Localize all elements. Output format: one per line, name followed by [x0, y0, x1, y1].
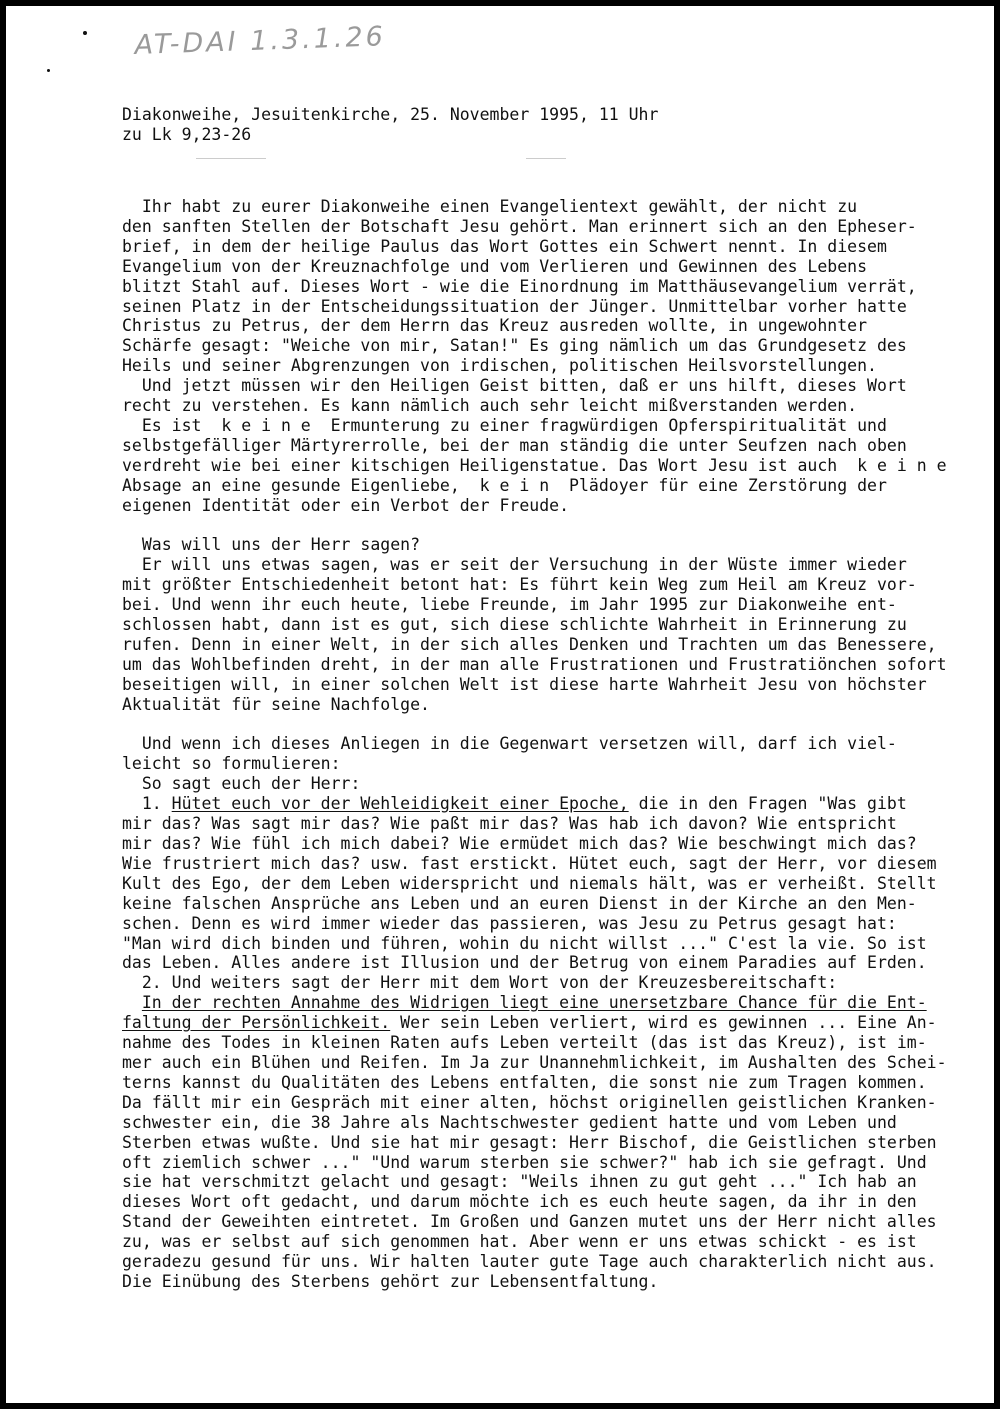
underlined-phrase: In der rechten Annahme des Widrigen liegt eine unersetzbare Chance für die Ent- faltung der Persönlichkeit. — [122, 993, 927, 1033]
paragraph: Ihr habt zu eurer Diakonweihe einen Evangelientext gewählt, der nicht zu den sanften Stellen der Botschaft Jesu gehört. Man erinnert sich an den Epheser- brief, in dem der heilige Paulus das Wort Gottes ein Schwert nennt. In diesem Evangelium von der Kreuznachfolge und vom Verlieren und Gewinnen des Lebens blitzt Stahl auf. Dieses Wort - wie die Einordnung im Matthäusevangelium verrät, seinen Platz in der Entscheidungssituation der Jünger. Unmittelbar vorher hatte Christus zu Petrus, der dem Herrn das Kreuz ausreden wollte, in ungewohnter Schärfe gesagt: "Weiche von mir, Satan!" Es ging nämlich um das Grundgesetz des Heils und seiner Abgrenzungen von irdischen, politischen Heilsvorstellungen. Und jetzt müssen wir den Heiligen Geist bitten, daß er uns hilft, dieses Wort recht zu verstehen. Es kann nämlich auch sehr leicht mißverstanden werden. Es ist k e i n e Ermunterung zu einer fragwürdigen Opferspiritualität und selbstgefälliger Märtyrerrolle, bei der man ständig die unter Seufzen nach oben verdreht wie bei einer kitschigen Heiligenstatue. Das Wort Jesu ist auch k e i n e Absage an eine gesunde Eigenliebe, k e i n Plädoyer für eine Zerstörung der eigenen Identität oder ein Verbot der Freude. — [122, 197, 947, 515]
point-number: 1. — [122, 794, 172, 814]
heading-reference: zu Lk 9,23-26 — [122, 125, 252, 144]
heading-title: Diakonweihe, Jesuitenkirche, 25. November 1995, 11 Uhr — [122, 105, 659, 124]
sermon-heading — [122, 105, 962, 145]
document-page — [6, 6, 994, 1403]
archive-signature: AT-DAI 1.3.1.26 — [134, 21, 387, 61]
divider — [526, 158, 566, 159]
divider — [196, 158, 266, 159]
sermon-body — [122, 197, 982, 1292]
margin-dot — [47, 69, 50, 72]
paragraph: Was will uns der Herr sagen? Er will uns etwas sagen, was er seit der Versuchung in der Wüste immer wieder mit größter Entschiedenheit betont hat: Es führt kein Weg zum Heil am Kreuz vor- bei. Und wenn ihr euch heute, liebe Freunde, im Jahr 1995 zur Diakonweihe ent- schlossen habt, dann ist es gut, sich diese schlichte Wahrheit in Erinnerung zu rufen. Denn in einer Welt, in der sich alles Denken und Trachten um das Benessere, um das Wohlbefinden dreht, in der man alle Frustrationen und Frustratiönchen sofort beseitigen will, in einer solchen Welt ist diese harte Wahrheit Jesu von höchster Aktualität für seine Nachfolge. — [122, 535, 947, 714]
point-text: Wer sein Leben verliert, wird es gewinnen ... Eine An- nahme des Todes in kleinen Raten aufs Leben verteilt (das ist das Kreuz), ist im- mer auch ein Blühen und Reifen. Im Ja zur Unannehmlichkeit, im Aushalten des Schei- terns kannst du Qualitäten des Lebens entfalten, die sonst nie zum Tragen kommen. Da fällt mir ein Gespräch mit einer alten, höchst originellen geistlichen Kranken- schwester ein, die 38 Jahre als Nachtschwester gedient hatte und vom Leben und Sterben etwas wußte. Und sie hat mir gesagt: Herr Bischof, die Geistlichen sterben oft ziemlich schwer ..." "Und warum sterben sie schwer?" hab ich sie gefragt. Und sie hat verschmitzt gelacht und gesagt: "Weils ihnen zu gut geht ..." Ich hab an dieses Wort oft gedacht, und darum möchte ich es euch heute sagen, da ihr in den Stand der Geweihten eintretet. Im Großen und Ganzen mutet uns der Herr nicht alles zu, was er selbst auf sich genommen hat. Aber wenn er uns etwas schickt - es ist geradezu gesund für uns. Wir halten lauter gute Tage auch charakterlich nicht aus. Die Einübung des Sterbens gehört zur Lebensentfaltung. — [122, 1013, 947, 1291]
point-text: die in den Fragen "Was gibt mir das? Was sagt mir das? Wie paßt mir das? Was hab ich davon? Wie entspricht mir das? Wie fühl ich mich dabei? Wie ermüdet mich das? Wie beschwingt mich das? Wie frustriert mich das? usw. fast erstickt. Hütet euch, sagt der Herr, vor diesem Kult des Ego, der dem Leben widerspricht und niemals hält, was er verheißt. Stellt keine falschen Ansprüche ans Leben und an euren Dienst in der Kirche an den Men- schen. Denn es wird immer wieder das passieren, was Jesu zu Petrus gesagt hat: "Man wird dich binden und führen, wohin du nicht willst ..." C'est la vie. So ist das Leben. Alles andere ist Illusion und der Betrug von einem Paradies auf Erden. 2. Und weiters sagt der Herr mit dem Wort von der Kreuzesbereitschaft: — [122, 794, 937, 993]
paragraph: Und wenn ich dieses Anliegen in die Gegenwart versetzen will, darf ich viel- leicht so formulieren: So sagt euch der Herr: — [122, 734, 897, 794]
underlined-phrase: Hütet euch vor der Wehleidigkeit einer Epoche, — [171, 794, 629, 814]
margin-dot — [83, 31, 87, 35]
